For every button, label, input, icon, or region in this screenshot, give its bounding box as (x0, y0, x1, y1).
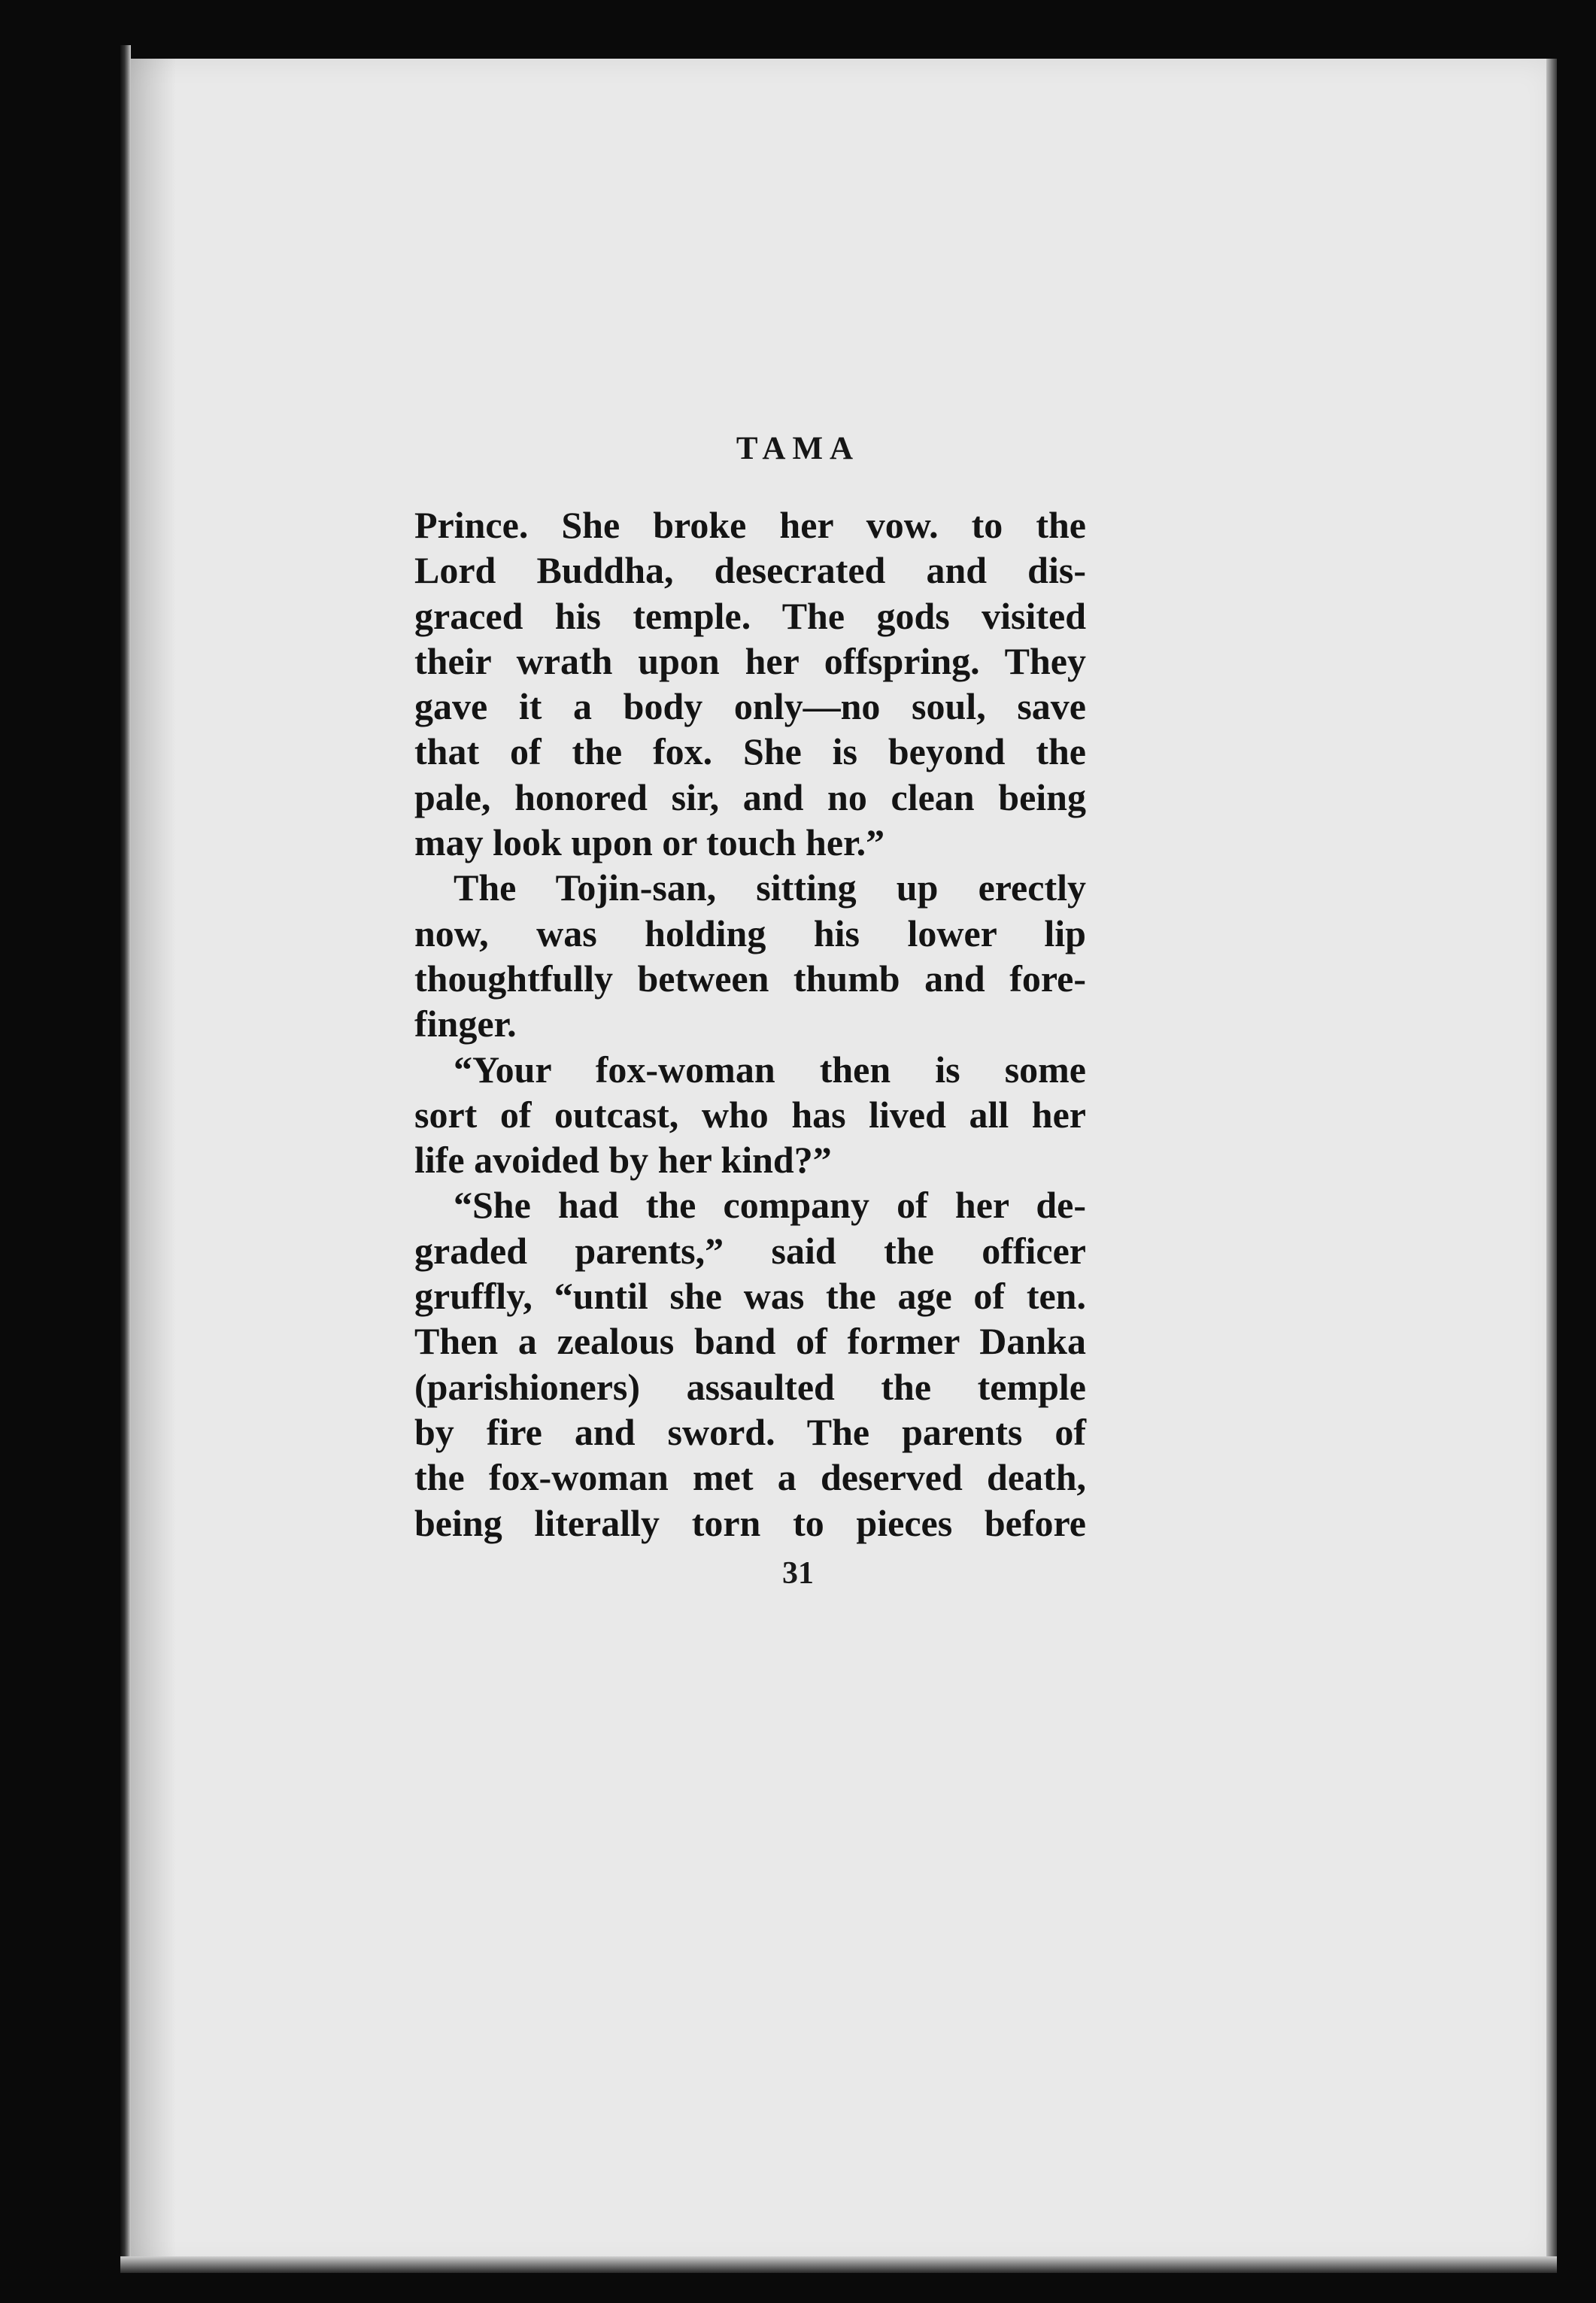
page-right-edge (1546, 59, 1557, 2266)
text-line: “She had the company of her de- (454, 1184, 1086, 1227)
text-line: gave it a body only—no soul, save (414, 685, 1086, 728)
text-line: may look upon or touch her.” (414, 821, 885, 864)
running-head: TAMA (736, 431, 860, 466)
page-binding-edge (120, 45, 131, 2271)
text-line: gruffly, “until she was the age of ten. (414, 1275, 1086, 1318)
text-line: “Your fox-woman then is some (454, 1048, 1086, 1091)
binding-shadow (131, 59, 176, 2266)
text-line: Lord Buddha, desecrated and dis- (414, 549, 1086, 592)
text-line: life avoided by her kind?” (414, 1139, 832, 1182)
page-number: 31 (782, 1556, 814, 1591)
page-bottom-edge (120, 2256, 1557, 2273)
text-line: their wrath upon her offspring. They (414, 639, 1086, 682)
text-line: by fire and sword. The parents of (414, 1410, 1086, 1453)
text-line: the fox-woman met a deserved death, (414, 1456, 1086, 1499)
text-line: Then a zealous band of former Danka (414, 1320, 1086, 1363)
text-line: now, was holding his lower lip (414, 912, 1086, 954)
text-line: graded parents,” said the officer (414, 1229, 1086, 1272)
text-line: Prince. She broke her vow. to the (414, 504, 1086, 546)
body-text (414, 502, 1086, 1546)
text-line: sort of outcast, who has lived all her (414, 1093, 1086, 1136)
text-line: being literally torn to pieces before (414, 1501, 1086, 1544)
text-line: thoughtfully between thumb and fore- (414, 957, 1086, 1000)
text-line: finger. (414, 1003, 517, 1045)
text-line: graced his temple. The gods visited (414, 594, 1086, 637)
text-line: (parishioners) assaulted the temple (414, 1365, 1086, 1408)
text-line: that of the fox. She is beyond the (414, 730, 1086, 773)
text-line: The Tojin-san, sitting up erectly (454, 866, 1086, 909)
text-line: pale, honored sir, and no clean being (414, 775, 1086, 818)
